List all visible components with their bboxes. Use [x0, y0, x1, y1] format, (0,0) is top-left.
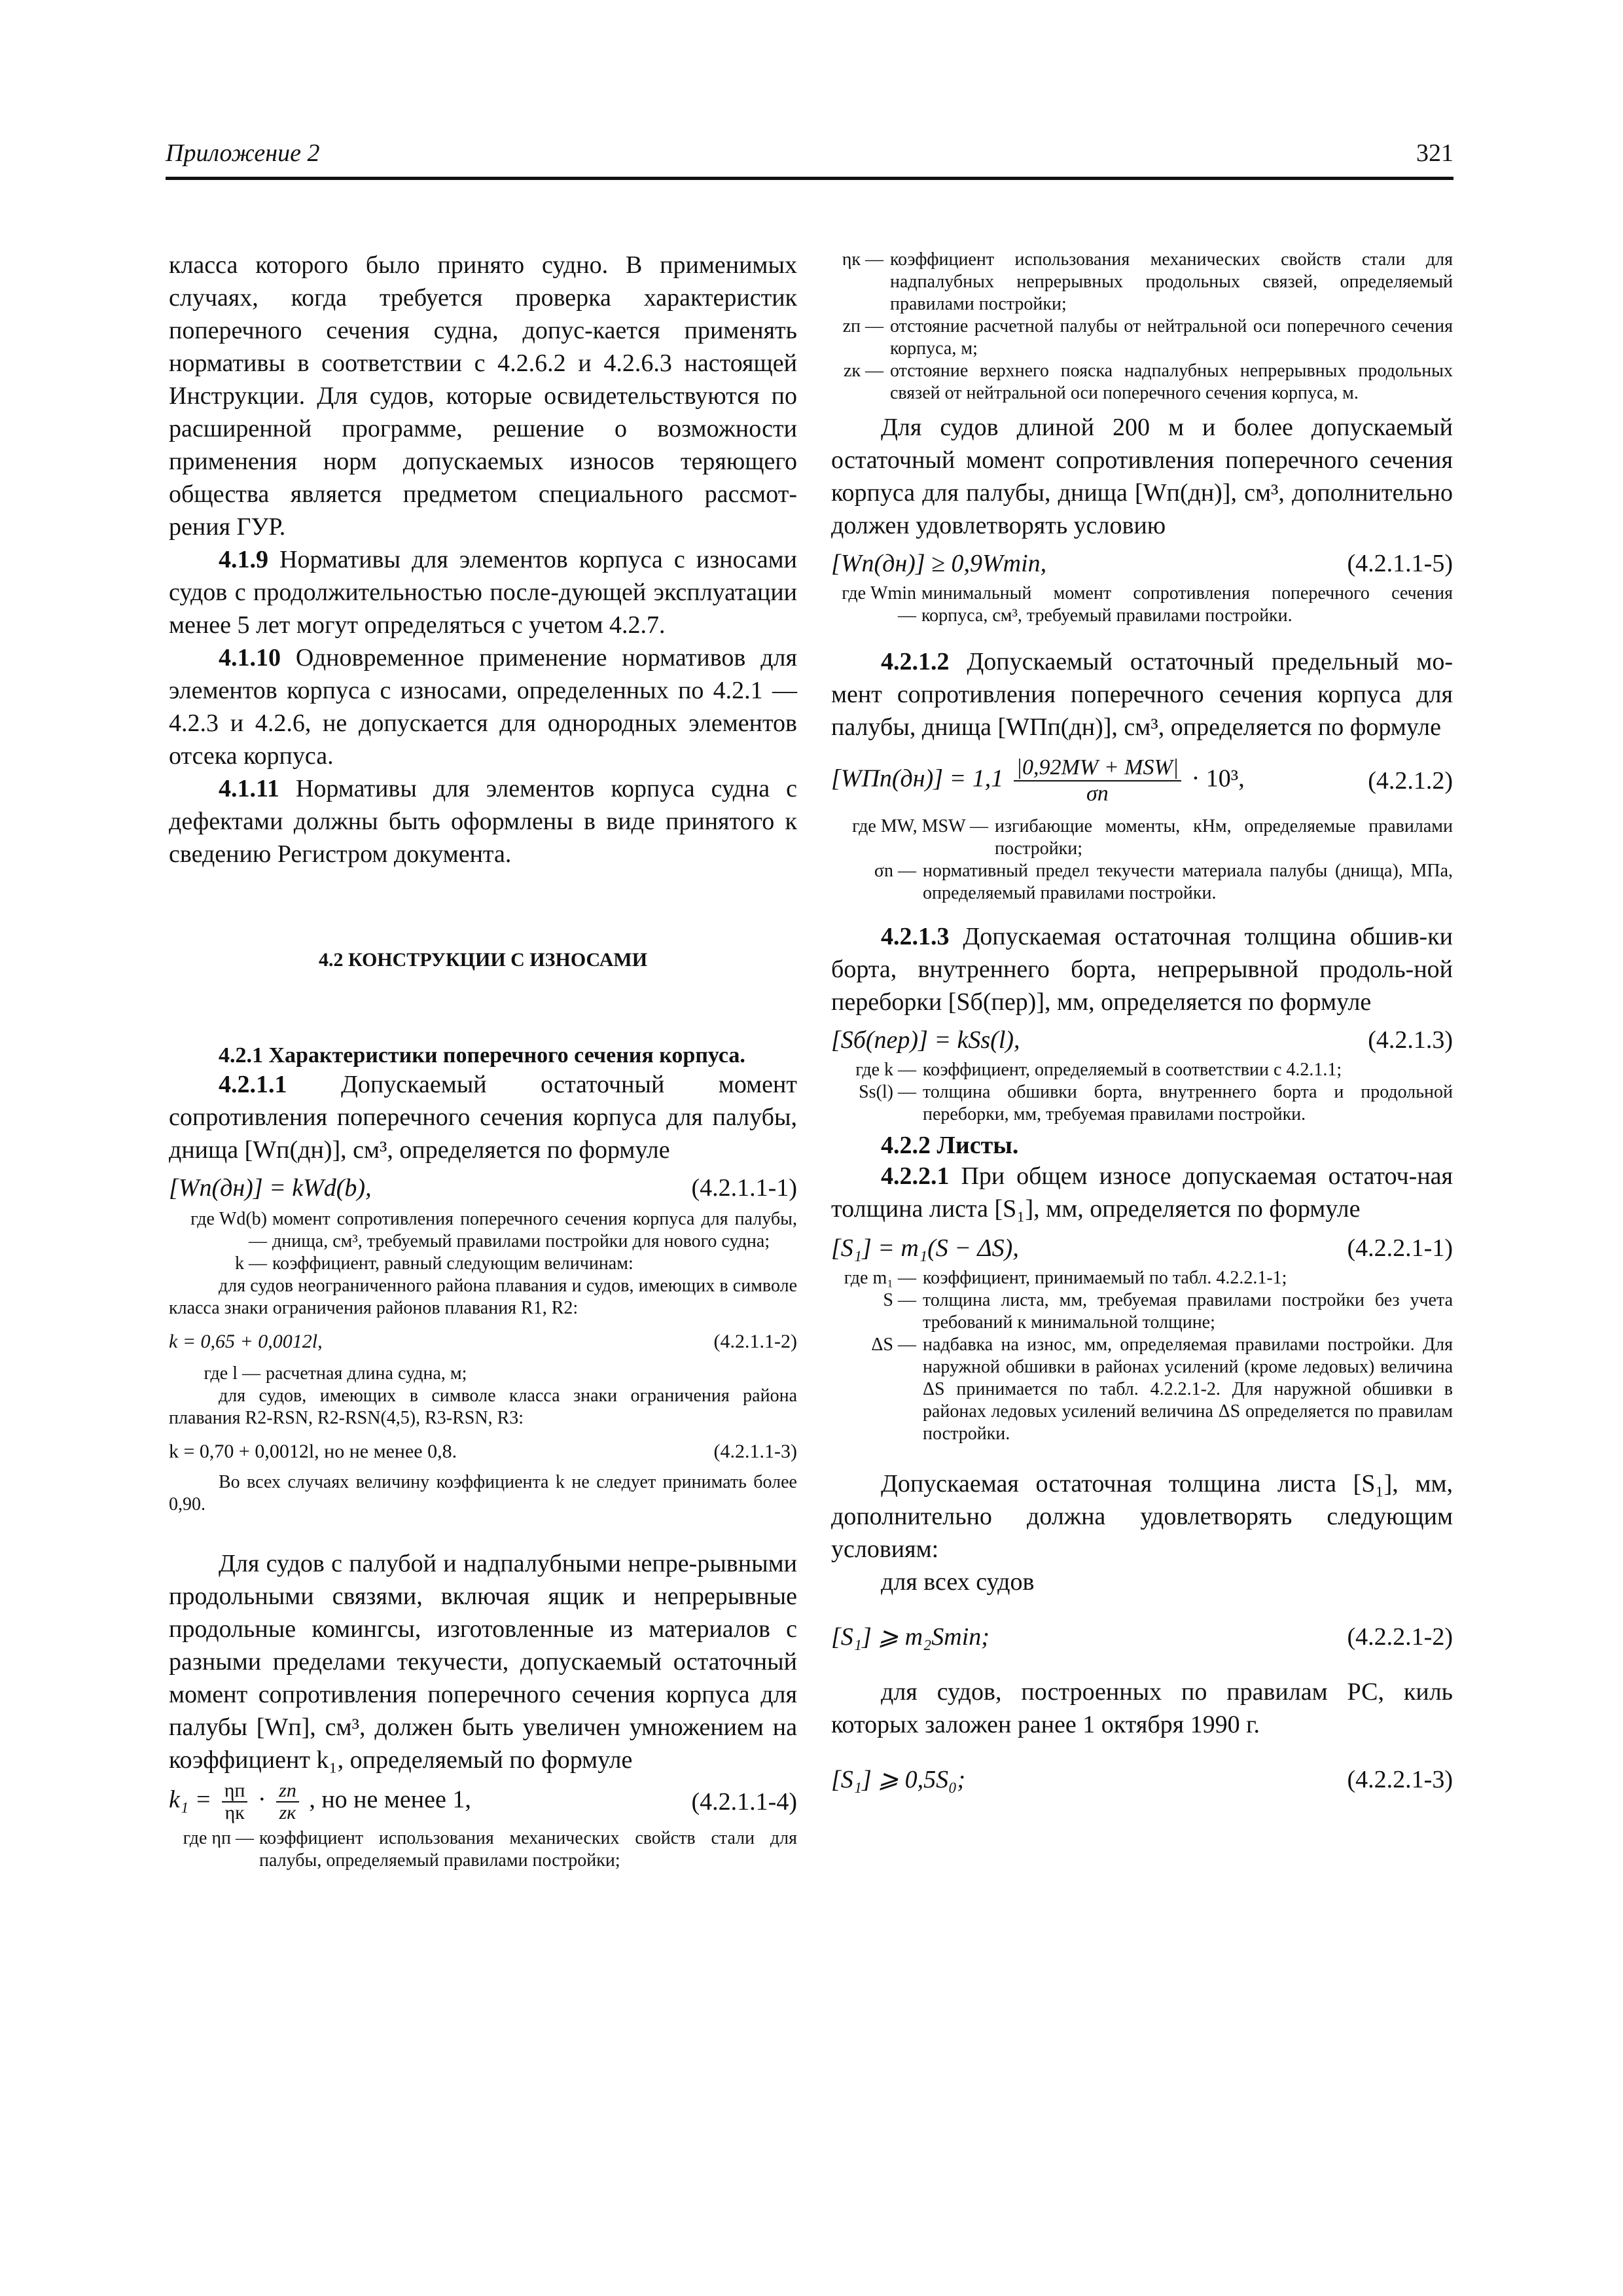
definition-m1 — [831, 1267, 1453, 1289]
definition-continued: для судов неограниченного района плавания и судов, имеющих в символе класса знаки ограничения районов плавания R1, R2: — [169, 1276, 797, 1318]
multiply-sign: · — [257, 1785, 266, 1814]
formula-number: (4.2.1.1-2) — [713, 1331, 797, 1352]
fraction-eta — [222, 1780, 248, 1823]
definition-wmin — [831, 583, 1453, 627]
section-heading: 4.2 КОНСТРУКЦИИ С ИЗНОСАМИ — [318, 949, 648, 971]
definition-eta-k — [831, 249, 1453, 315]
clause-text: Допускаемый остаточный предельный мо-мент сопротивления поперечного сечения корпуса для палубы, днища [WПп(дн)], см³, определяется по формуле — [831, 648, 1453, 741]
header-rule — [166, 177, 1454, 180]
definition-text: толщина обшивки борта, внутреннего борта и продольной переборки, мм, требуемая правилами постройки. — [923, 1082, 1453, 1124]
formula-tail: , но не менее 1, — [309, 1785, 471, 1814]
formula-number: (4.2.1.3) — [1368, 1026, 1453, 1054]
definition-text: коэффициент, равный следующим величинам: — [272, 1253, 633, 1274]
formula-expression — [831, 755, 1245, 806]
formula-number: (4.2.1.1-4) — [691, 1788, 797, 1816]
definition-text: коэффициент использования механических свойств стали для надпалубных непрерывных продольных связей, определяемый правилами постройки; — [890, 249, 1453, 314]
definition-text: коэффициент, определяемый в соответствии с 4.2.1.1; — [923, 1060, 1342, 1080]
definition-key: где m₁ — — [844, 1268, 916, 1288]
definition-sigma — [831, 860, 1453, 905]
definition-key: ΔS — — [871, 1335, 916, 1355]
definition-text: расчетная длина судна, м; — [266, 1363, 467, 1384]
paragraph-4-1-11 — [169, 772, 797, 870]
clause-text: Нормативы для элементов корпуса с износами судов с продолжительностью после-дующей эксплуатации менее 5 лет могут определяться с учетом 4.2.7. — [169, 546, 797, 639]
formula-expression: [Wп(дн)] = kWd(b), — [169, 1174, 372, 1202]
formula-expression: [Wп(дн)] ≥ 0,9Wmin, — [831, 550, 1047, 577]
paragraph: класса которого было принято судно. В применимых случаях, когда требуется проверка характеристик поперечного сечения судна, допус-кается применять нормативы в соответствии с 4.2.6.2 и 4.2.6.3 настоящей Инструкции. Для судов, которые освидетельствуются по расширенной программе, решение о возможности применения норм допускаемых износов теряющего общества является предметом специального рассмот-рения ГУР. — [169, 251, 797, 541]
formula-expression: [Sб(пер)] = kSs(l), — [831, 1026, 1020, 1054]
definition-s — [831, 1289, 1453, 1334]
definition-l — [169, 1363, 797, 1385]
paragraph-4-2-2-1 — [831, 1160, 1453, 1225]
clause-number: 4.2.1.1 — [219, 1071, 287, 1098]
definition-text: коэффициент, принимаемый по табл. 4.2.2.1-1; — [923, 1268, 1287, 1288]
formula-number: (4.2.2.1-3) — [1347, 1766, 1453, 1793]
clause-text: Нормативы для элементов корпуса судна с дефектами должны быть оформлены в виде принятого к сведению Регистром документа. — [169, 775, 797, 868]
fraction-moment — [1014, 755, 1181, 806]
running-title: Приложение 2 — [166, 139, 320, 167]
paragraph-200m: Для судов длиной 200 м и более допускаемый остаточный момент сопротивления поперечного сечения корпуса для палубы, днища [Wп(дн)], см³, дополнительно должен удовлетворять условию — [831, 414, 1453, 539]
formula-expression — [169, 1780, 471, 1823]
clause-number: 4.2.1.2 — [881, 648, 950, 675]
right-column — [831, 249, 1453, 1796]
formula-expression: [S₁] = m₁(S − ΔS), — [831, 1234, 1019, 1262]
formula-number: (4.2.1.1-3) — [713, 1441, 797, 1462]
subsection-heading: 4.2.1 Характеристики поперечного сечения корпуса. — [219, 1043, 745, 1067]
definition-text: момент сопротивления поперечного сечения корпуса для палубы, днища, см³, требуемый правилами постройки для нового судна; — [272, 1209, 797, 1251]
definition-text: минимальный момент сопротивления поперечного сечения корпуса, см³, требуемый правилами постройки. — [921, 583, 1453, 626]
paragraph-4-2-1-2 — [831, 645, 1453, 744]
definition-key: где Wmin — — [842, 583, 916, 626]
numerator: zп — [276, 1780, 299, 1803]
clause-text: Допускаемый остаточный момент сопротивления поперечного сечения корпуса для палубы, днища [Wп(дн)], см³, определяется по формуле — [169, 1071, 797, 1164]
definition-key: zк — — [843, 361, 883, 381]
definition-key: где ηп — — [183, 1828, 254, 1848]
formula-number: (4.2.2.1-1) — [1347, 1234, 1453, 1262]
definition-key: σn — — [874, 861, 916, 881]
definition-continued: для судов, имеющих в символе класса знаки ограничения района плавания R2-RSN, R2-RSN(4,5), R3-RSN, R3: — [169, 1386, 797, 1428]
formula-expression: k = 0,70 + 0,0012l, но не менее 0,8. — [169, 1441, 457, 1462]
paragraph-4-2-1-1 — [169, 1068, 797, 1166]
formula-4-2-1-2 — [831, 755, 1453, 806]
note: Во всех случаях величину коэффициента k не следует принимать более 0,90. — [169, 1472, 797, 1515]
definition-key: S — — [883, 1290, 916, 1310]
clause-number: 4.1.9 — [219, 546, 268, 573]
formula-4-2-1-1-3 — [169, 1439, 797, 1465]
definition-key: zп — — [842, 316, 883, 336]
definition-text: отстояние расчетной палубы от нейтральной оси поперечного сечения корпуса, м; — [890, 316, 1453, 359]
definition-eta-p — [169, 1827, 797, 1872]
definition-zp — [831, 315, 1453, 360]
definition-key: где MW, MSW — — [852, 816, 988, 836]
formula-4-2-1-1-2 — [169, 1329, 797, 1355]
denominator: σn — [1086, 781, 1109, 806]
numerator: |0,92MW + MSW| — [1014, 755, 1181, 781]
paragraph-all-ships: для всех судов — [881, 1568, 1035, 1596]
formula-4-2-2-1-2 — [831, 1621, 1453, 1653]
paragraph-4-1-9 — [169, 543, 797, 641]
definition-wdb — [169, 1208, 797, 1253]
clause-number: 4.1.10 — [219, 644, 281, 672]
definition-key: где l — — [204, 1363, 260, 1384]
formula-number: (4.2.1.2) — [1368, 767, 1453, 795]
definition-key: где Wd(b) — — [190, 1209, 267, 1251]
definition-key: где k — — [855, 1060, 916, 1080]
denominator: ηк — [224, 1802, 245, 1823]
formula-number: (4.2.1.1-5) — [1347, 550, 1453, 577]
paragraph-4-2-1-3 — [831, 920, 1453, 1018]
definition-ss — [831, 1081, 1453, 1126]
definition-text: отстояние верхнего пояска надпалубных непрерывных продольных связей от нейтральной оси поперечного сечения корпуса, м. — [890, 361, 1453, 403]
paragraph-4-1-10 — [169, 641, 797, 772]
definition-key: Ss(l) — — [859, 1082, 916, 1102]
formula-number: (4.2.1.1-1) — [691, 1174, 797, 1202]
definition-key: ηк — — [842, 249, 883, 270]
fraction-z — [276, 1780, 299, 1823]
formula-lhs: k₁ = — [169, 1785, 212, 1814]
definition-text: изгибающие моменты, кНм, определяемые правилами постройки; — [995, 816, 1453, 859]
formula-tail: · 10³, — [1191, 764, 1245, 793]
numerator: ηп — [222, 1780, 248, 1803]
clause-number: 4.1.11 — [219, 775, 279, 802]
definition-k2 — [831, 1059, 1453, 1081]
paragraph-s1: Допускаемая остаточная толщина листа [S₁], мм, дополнительно должна удовлетворять следующим условиям: — [831, 1470, 1453, 1563]
paragraph-deck: Для судов с палубой и надпалубными непре-рывными продольными связями, включая ящик и непрерывные продольные комингсы, изготовленные из материалов с разными пределами текучести, допускаемый остаточный момент сопротивления поперечного сечения корпуса для палубы [Wп], см³, должен быть увеличен умножением на коэффициент k₁, определяемый по формуле — [169, 1550, 797, 1774]
formula-expression: [S₁] ⩾ 0,5S₀; — [831, 1766, 965, 1793]
page-header — [166, 139, 1454, 178]
formula-expression: k = 0,65 + 0,0012l, — [169, 1331, 323, 1352]
formula-4-2-1-1-1 — [169, 1172, 797, 1204]
clause-text: Допускаемая остаточная толщина обшив-ки борта, внутреннего борта, непрерывной продоль-ной переборки [Sб(пер)], мм, определяется по формуле — [831, 923, 1453, 1016]
clause-number: 4.2.1.3 — [881, 923, 950, 950]
formula-number: (4.2.2.1-2) — [1347, 1623, 1453, 1651]
formula-lhs: [WПп(дн)] = 1,1 — [831, 764, 1004, 793]
formula-expression: [S₁] ⩾ m₂Smin; — [831, 1623, 990, 1651]
definition-zk — [831, 360, 1453, 404]
formula-4-2-1-3 — [831, 1024, 1453, 1056]
definition-text: коэффициент использования механических свойств стали для палубы, определяемый правилами постройки; — [259, 1828, 797, 1871]
page-number: 321 — [1416, 139, 1454, 167]
formula-4-2-2-1-1 — [831, 1232, 1453, 1265]
formula-4-2-2-1-3 — [831, 1763, 1453, 1796]
definition-text: надбавка на износ, мм, определяемая правилами постройки. Для наружной обшивки в районах усилений (кроме ледовых) величина ΔS принимается по табл. 4.2.2.1-2. Для наружной обшивки в районах ледовых усилений величина ΔS определяется по правилам постройки. — [923, 1335, 1453, 1444]
definition-key: k — — [235, 1253, 267, 1274]
definition-text: толщина листа, мм, требуемая правилами постройки без учета требований к минимальной толщине; — [923, 1290, 1453, 1333]
clause-text: Одновременное применение нормативов для элементов корпуса с износами, определенных по 4.2.1 — 4.2.3 и 4.2.6, не допускается для однородных элементов отсека корпуса. — [169, 644, 797, 770]
clause-number: 4.2.2.1 — [881, 1162, 950, 1190]
definition-delta-s — [831, 1334, 1453, 1445]
definition-moments — [831, 816, 1453, 860]
definition-text: нормативный предел текучести материала палубы (днища), МПа, определяемый правилами постройки. — [923, 861, 1453, 903]
left-column — [169, 249, 797, 1872]
formula-4-2-1-1-5 — [831, 547, 1453, 580]
clause-text: При общем износе допускаемая остаточ-ная толщина листа [S₁], мм, определяется по формуле — [831, 1162, 1453, 1223]
definition-k — [169, 1253, 797, 1275]
formula-4-2-1-1-4 — [169, 1780, 797, 1823]
paragraph-rs: для судов, построенных по правилам РС, киль которых заложен ранее 1 октября 1990 г. — [831, 1678, 1453, 1738]
subsection-heading: 4.2.2 Листы. — [881, 1132, 1019, 1159]
denominator: zк — [279, 1802, 296, 1823]
